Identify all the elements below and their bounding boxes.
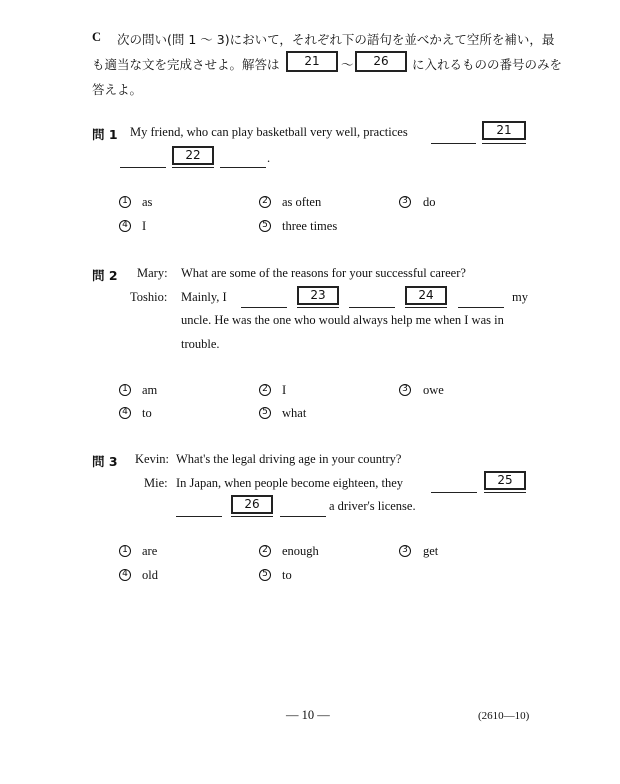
q1-blank-2 xyxy=(482,143,526,144)
answer-box-range-end: 26 xyxy=(355,51,407,72)
q2-line-4: trouble. xyxy=(181,337,220,351)
q3-choice-5-number: 5 xyxy=(259,569,271,581)
q1-period: . xyxy=(267,151,271,165)
instruction-line-2-pre: も適当な文を完成させよ。解答は xyxy=(92,57,280,72)
q2-line-2-pre: Mainly, I xyxy=(181,290,227,304)
q1-label: 問 1 xyxy=(92,127,118,142)
q2-blank-2 xyxy=(297,307,339,308)
q3-blank-3 xyxy=(176,516,222,517)
q2-answer-box-23: 23 xyxy=(297,286,339,305)
q1-blank-4 xyxy=(172,167,214,168)
q3-answer-box-25: 25 xyxy=(484,471,526,490)
q1-choice-3-number: 3 xyxy=(399,196,411,208)
q1-answer-box-21: 21 xyxy=(482,121,526,140)
q2-line-1: What are some of the reasons for your successful career? xyxy=(181,266,466,280)
q1-choice-5-number: 5 xyxy=(259,220,271,232)
instruction-line-2-post: に入れるものの番号のみを xyxy=(412,57,563,72)
q2-choice-1-number: 1 xyxy=(119,384,131,396)
q2-choice-2-number: 2 xyxy=(259,384,271,396)
q1-choice-5-text: three times xyxy=(282,219,338,233)
q3-choice-1-text: are xyxy=(142,544,158,558)
q2-choice-3-number: 3 xyxy=(399,384,411,396)
q2-line-2-post: my xyxy=(512,290,528,304)
q3-line-1: What's the legal driving age in your country? xyxy=(176,452,402,466)
q3-line-2: In Japan, when people become eighteen, they xyxy=(176,476,403,490)
q3-blank-1 xyxy=(431,492,477,493)
q3-choice-3-text: get xyxy=(423,544,439,558)
tilde: 〜 xyxy=(341,57,354,72)
q2-speaker-2: Toshio: xyxy=(130,290,168,304)
instruction-line-1: 次の問い(問 1 〜 3)において，それぞれ下の語句を並べかえて空所を補い，最 xyxy=(117,32,555,47)
q1-sentence: My friend, who can play basketball very well, practices xyxy=(130,125,408,139)
q2-choice-4-text: to xyxy=(142,406,152,420)
q3-choice-2-number: 2 xyxy=(259,545,271,557)
section-label: C xyxy=(92,30,102,44)
page-number: — 10 — xyxy=(286,708,330,722)
q2-blank-3 xyxy=(349,307,395,308)
q3-choice-4-text: old xyxy=(142,568,158,582)
q3-choice-1-number: 1 xyxy=(119,545,131,557)
q3-choice-2-text: enough xyxy=(282,544,319,558)
q2-blank-5 xyxy=(458,307,504,308)
q2-answer-box-24: 24 xyxy=(405,286,447,305)
q1-blank-5 xyxy=(220,167,266,168)
q2-label: 問 2 xyxy=(92,268,118,283)
exam-code: (2610—10) xyxy=(478,710,530,722)
q2-choice-2-text: I xyxy=(282,383,287,397)
q1-blank-1 xyxy=(431,143,476,144)
q2-speaker-1: Mary: xyxy=(137,266,168,280)
q2-blank-1 xyxy=(241,307,287,308)
q3-answer-box-26: 26 xyxy=(231,495,273,514)
q1-choice-1-number: 1 xyxy=(119,196,131,208)
q1-choice-3-text: do xyxy=(423,195,436,209)
q2-line-3: uncle. He was the one who would always help me when I was in xyxy=(181,313,504,327)
instruction-line-3: 答えよ。 xyxy=(92,82,143,97)
q1-choice-4-text: I xyxy=(142,219,147,233)
q1-choice-2-text: as often xyxy=(282,195,322,209)
q3-blank-2 xyxy=(484,492,526,493)
q2-choice-5-number: 5 xyxy=(259,407,271,419)
q1-choice-2-number: 2 xyxy=(259,196,271,208)
q3-choice-3-number: 3 xyxy=(399,545,411,557)
q3-speaker-1: Kevin: xyxy=(135,452,170,466)
q2-choice-3-text: owe xyxy=(423,383,444,397)
q1-answer-box-22: 22 xyxy=(172,146,214,165)
q3-blank-5 xyxy=(280,516,326,517)
q2-blank-4 xyxy=(405,307,447,308)
q3-blank-4 xyxy=(231,516,273,517)
q3-choice-5-text: to xyxy=(282,568,292,582)
q2-choice-4-number: 4 xyxy=(119,407,131,419)
q2-choice-1-text: am xyxy=(142,383,158,397)
q2-choice-5-text: what xyxy=(282,406,307,420)
q1-blank-3 xyxy=(120,167,166,168)
q3-label: 問 3 xyxy=(92,454,118,469)
q3-speaker-2: Mie: xyxy=(144,476,168,490)
q3-choice-4-number: 4 xyxy=(119,569,131,581)
q1-choice-1-text: as xyxy=(142,195,153,209)
q1-choice-4-number: 4 xyxy=(119,220,131,232)
answer-box-range-start: 21 xyxy=(286,51,338,72)
q3-line-3-post: a driver's license. xyxy=(329,499,416,513)
